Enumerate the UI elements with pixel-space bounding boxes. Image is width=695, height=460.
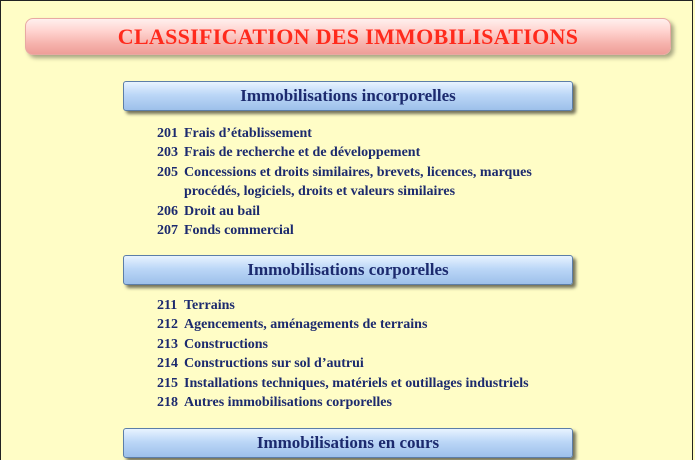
account-code: 212 (157, 317, 178, 333)
account-label-continuation: procédés, logiciels, droits et valeurs similaires (184, 184, 456, 200)
account-code: 205 (157, 164, 178, 180)
account-label: Frais de recherche et de développement (184, 145, 421, 161)
account-label: Agencements, aménagements de terrains (184, 317, 428, 333)
account-code: 203 (157, 145, 178, 161)
account-label: Constructions sur sol d’autrui (184, 356, 364, 372)
account-code: 214 (157, 356, 178, 372)
list-item (157, 354, 529, 373)
account-label: Constructions (184, 336, 269, 352)
section-heading: Immobilisations corporelles (247, 260, 449, 279)
incorporelles-list (157, 124, 532, 240)
account-label: Terrains (184, 298, 235, 313)
page-title: CLASSIFICATION DES IMMOBILISATIONS (117, 23, 579, 49)
corporelles-list (157, 296, 529, 412)
list-item (157, 393, 529, 412)
account-label: Fonds commercial (184, 222, 294, 238)
list-item (157, 221, 532, 240)
account-code: 213 (157, 336, 178, 352)
account-label: Autres immobilisations corporelles (184, 394, 392, 410)
account-label: Frais d’établissement (184, 126, 312, 141)
section-header-corporelles (123, 255, 573, 285)
list-item (157, 124, 532, 143)
title-banner (25, 18, 671, 55)
section-header-en-cours (123, 428, 573, 458)
section-header-incorporelles (123, 81, 573, 111)
account-code: 207 (157, 222, 178, 238)
list-item (157, 374, 529, 393)
list-item (157, 163, 532, 202)
account-code: 215 (157, 375, 178, 391)
account-label: Installations techniques, matériels et outillages industriels (184, 375, 529, 391)
list-item (157, 296, 529, 315)
account-code: 211 (157, 298, 178, 313)
list-item (157, 315, 529, 334)
account-code: 206 (157, 203, 178, 219)
section-heading: Immobilisations en cours (256, 433, 440, 452)
account-code: 218 (157, 394, 178, 410)
list-item (157, 143, 532, 162)
section-heading: Immobilisations incorporelles (240, 86, 456, 105)
account-label: Droit au bail (184, 203, 260, 219)
account-label-multiline (184, 163, 532, 202)
account-code: 201 (157, 126, 178, 141)
account-label: Concessions et droits similaires, brevets, licences, marques (184, 164, 532, 180)
list-item (157, 335, 529, 354)
list-item (157, 202, 532, 221)
